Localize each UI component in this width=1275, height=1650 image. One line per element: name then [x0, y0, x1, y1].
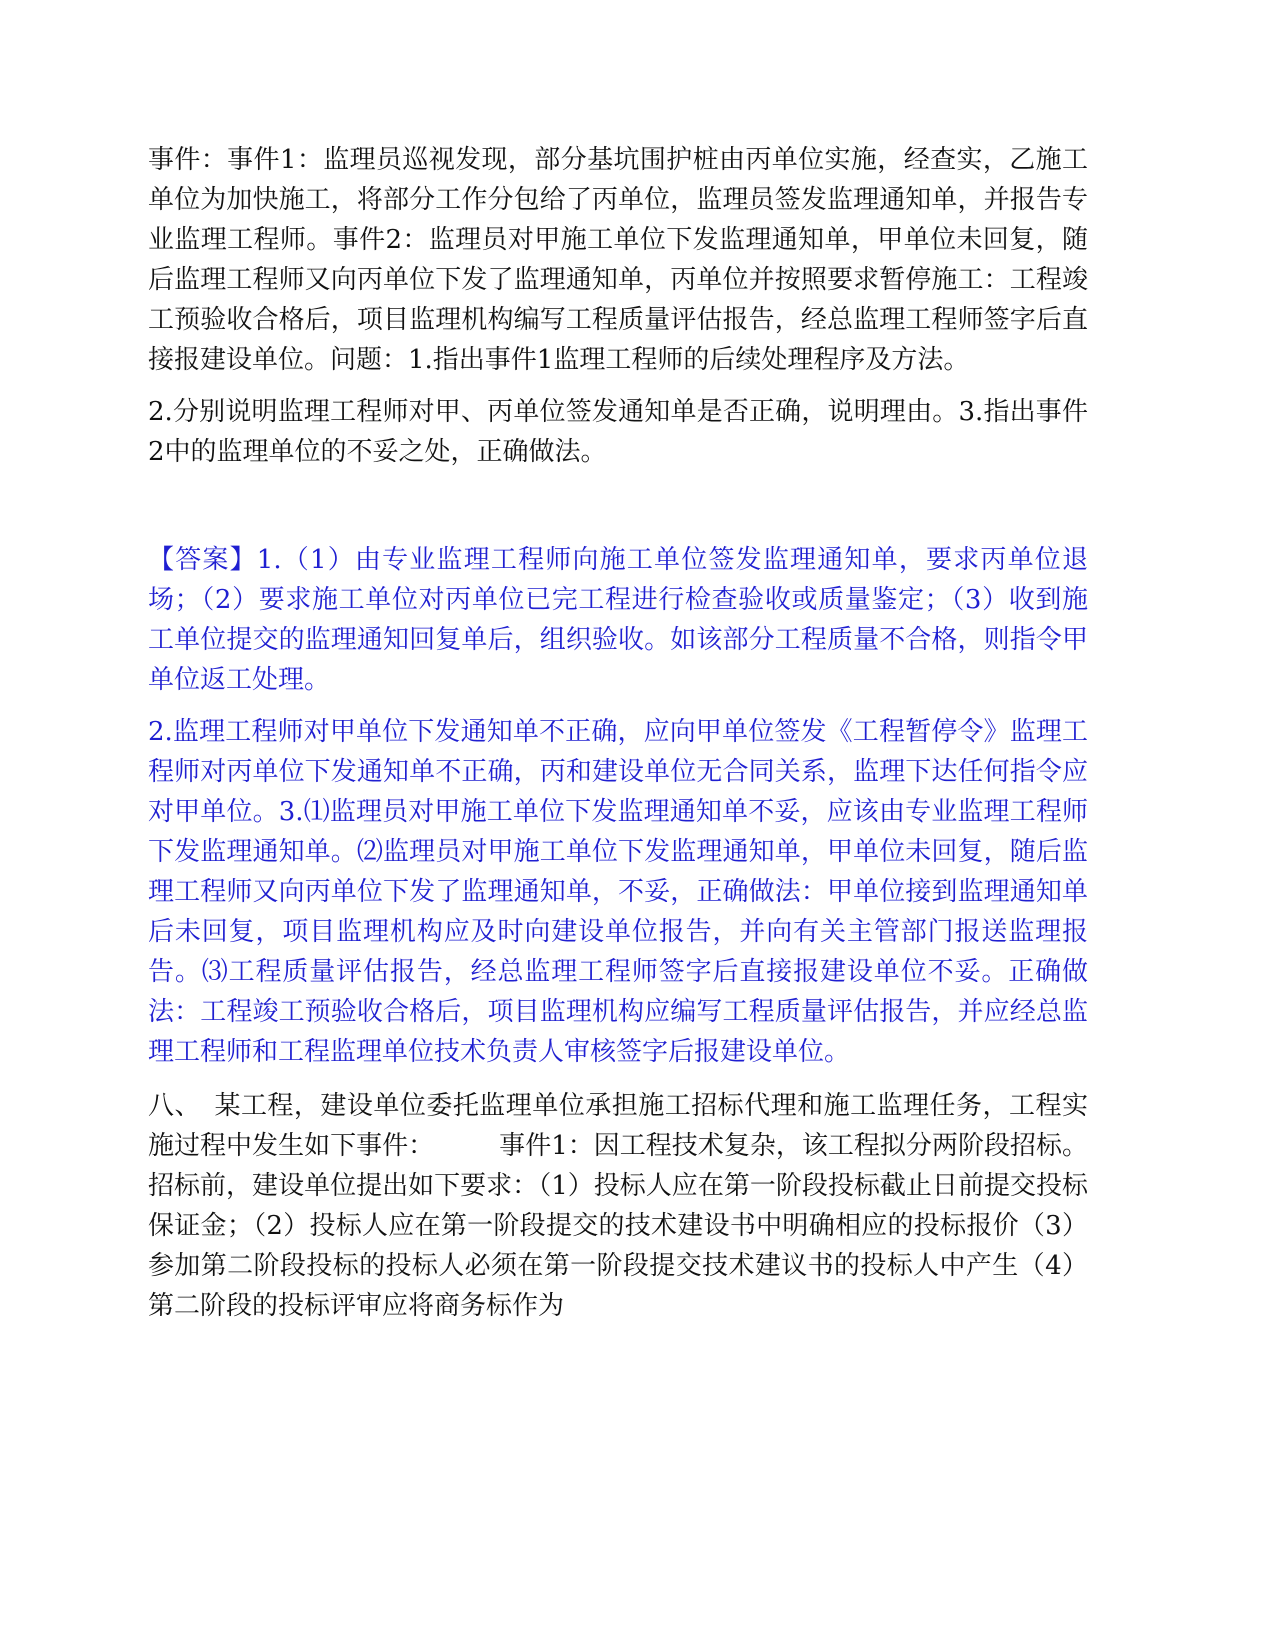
document-page [148, 140, 1088, 1326]
next-question-paragraph: 八、 某工程，建设单位委托监理单位承担施工招标代理和施工监理任务，工程实施过程中发生如下事件： 事件1：因工程技术复杂，该工程拟分两阶段招标。招标前，建设单位提出如下要求：（1）投标人应在第一阶段投标截止日前提交投标保证金；（2）投标人应在第一阶段提交的技术建设书中明确相应的投标报价（3）参加第二阶段投标的投标人必须在第一阶段提交技术建议书的投标人中产生（4）第二阶段的投标评审应将商务标作为 [148, 1091, 1088, 1321]
question-paragraph-2: 2.分别说明监理工程师对甲、丙单位签发通知单是否正确，说明理由。3.指出事件2中的监理单位的不妥之处，正确做法。 [148, 397, 1088, 467]
answer-paragraph-2: 2.监理工程师对甲单位下发通知单不正确，应向甲单位签发《工程暂停令》监理工程师对丙单位下发通知单不正确，丙和建设单位无合同关系，监理下达任何指令应对甲单位。3.⑴监理员对甲施工单位下发监理通知单不妥，应该由专业监理工程师下发监理通知单。⑵监理员对甲施工单位下发监理通知单，甲单位未回复，随后监理工程师又向丙单位下发了监理通知单，不妥，正确做法：甲单位接到监理通知单后未回复，项目监理机构应及时向建设单位报告，并向有关主管部门报送监理报告。⑶工程质量评估报告，经总监理工程师签字后直接报建设单位不妥。正确做法：工程竣工预验收合格后，项目监理机构应编写工程质量评估报告，并应经总监理工程师和工程监理单位技术负责人审核签字后报建设单位。 [148, 717, 1088, 1067]
question-paragraph-1: 事件：事件1：监理员巡视发现，部分基坑围护桩由丙单位实施，经查实，乙施工单位为加快施工，将部分工作分包给了丙单位，监理员签发监理通知单，并报告专业监理工程师。事件2：监理员对甲施工单位下发监理通知单，甲单位未回复，随后监理工程师又向丙单位下发了监理通知单，丙单位并按照要求暂停施工：工程竣工预验收合格后，项目监理机构编写工程质量评估报告，经总监理工程师签字后直接报建设单位。问题：1.指出事件1监理工程师的后续处理程序及方法。 [148, 145, 1088, 375]
answer-paragraph-1: 【答案】1.（1）由专业监理工程师向施工单位签发监理通知单，要求丙单位退场；（2）要求施工单位对丙单位已完工程进行检查验收或质量鉴定；（3）收到施工单位提交的监理通知回复单后，组织验收。如该部分工程质量不合格，则指令甲单位返工处理。 [148, 545, 1088, 695]
